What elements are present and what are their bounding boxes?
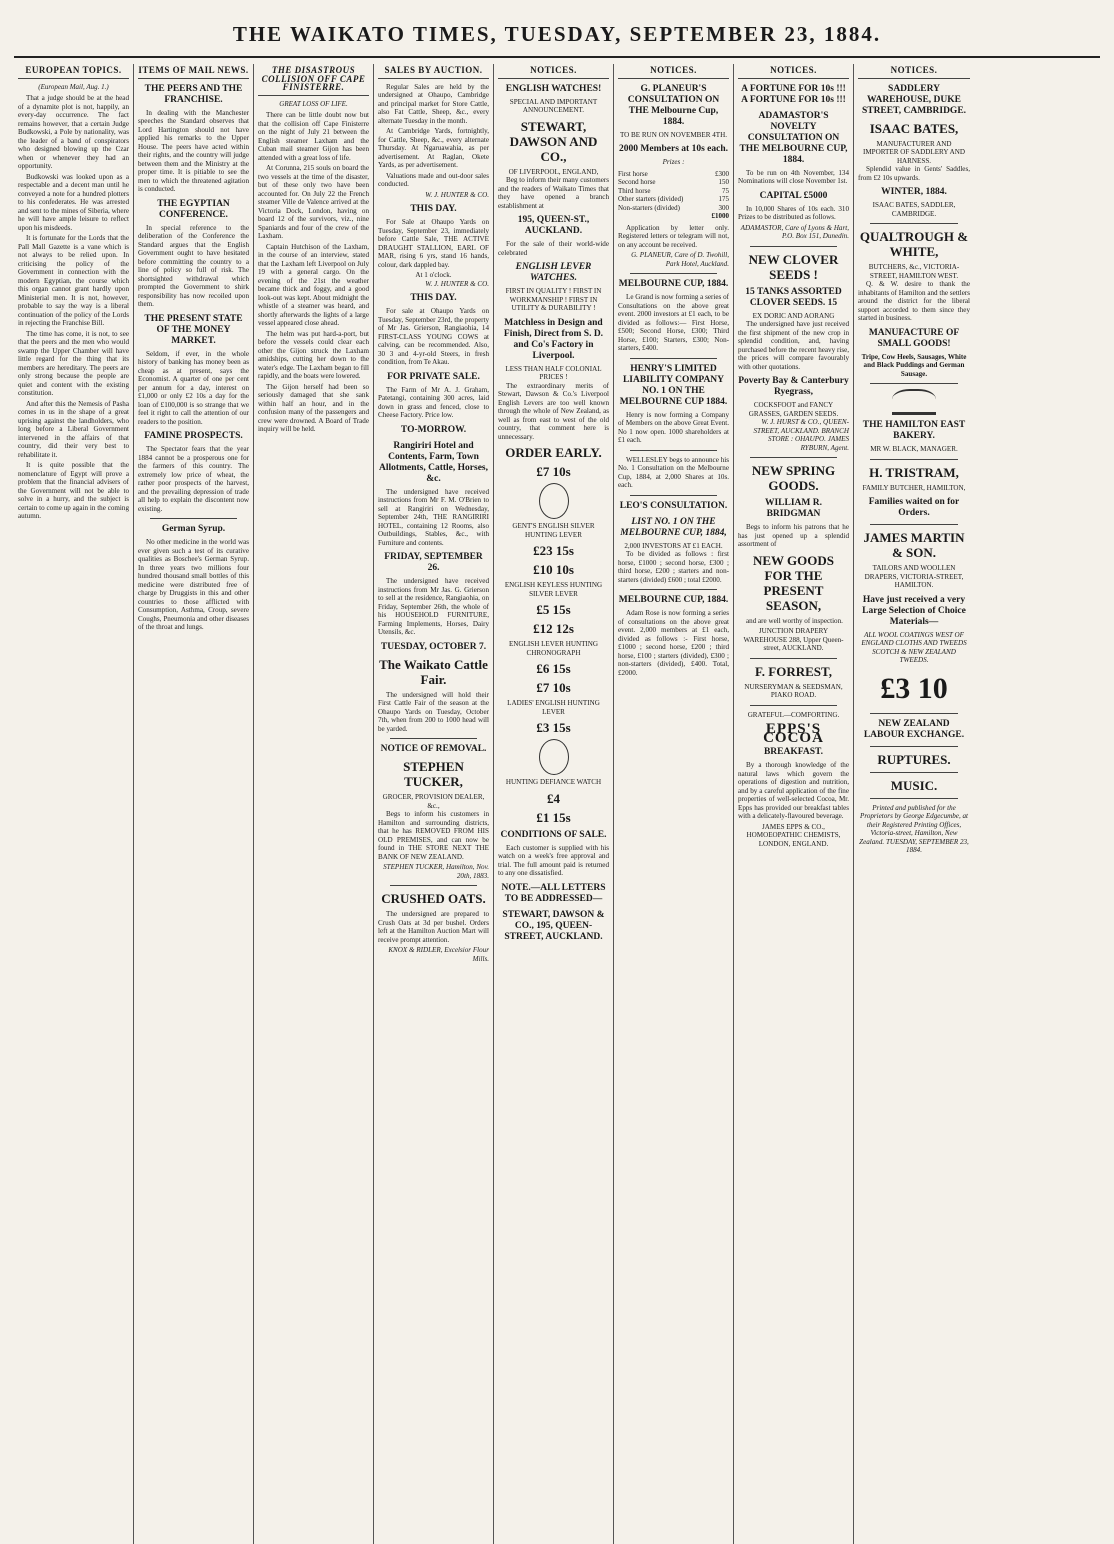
divider: [870, 223, 958, 224]
ad-signature: STEPHEN TUCKER, Hamilton, Nov. 20th, 1883.: [383, 863, 489, 880]
ad-heading: SADDLERY WAREHOUSE, DUKE STREET, CAMBRIDGE.: [861, 83, 967, 116]
ad-heading: 2000 Members at 10s each.: [619, 144, 728, 154]
article-paragraph: The Spectator fears that the year 1884 cannot be a prosperous one for the farmers of this country. The extremely low price of wheat, the rather poor prospects of the harvest, and the prevailing depression of trade all help to explain the discontent now existing.: [138, 445, 249, 513]
divider: [630, 495, 717, 496]
ad-text: Begs to inform his patrons that he has just opened up a splendid assortment of: [738, 523, 849, 548]
prize-name: Other starters (divided): [618, 195, 684, 203]
ad-heading: RUPTURES.: [877, 751, 951, 767]
ad-heading: THIS DAY.: [410, 204, 457, 214]
ad-text: Each customer is supplied with his watch on a week's free approval and trial. The full amount paid is returned to any one dissatisfied.: [498, 843, 609, 877]
ad-text: The Farm of Mr A. J. Graham, Patetangi, containing 300 acres, laid down in grass and fenced, close to Cheese Factory. Price low.: [378, 385, 489, 419]
ad-subheading: MR W. BLACK, MANAGER.: [870, 445, 958, 453]
article-paragraph: No other medicine in the world was ever given such a test of its curative qualities as Boschee's German Syrup. In three years two millions four hundred thousand small bottles of this medicine were distributed free of charge by Druggists in this and other countries to those afflicted with Consumption, Asthma, Croup, severe Coughs, Pneumonia and other diseases of the throat and lungs.: [138, 538, 249, 631]
imprint: Printed and published for the Proprietors by George Edgecumbe, at their Registered Printing Offices, Victoria-street, Hamilton, New Zealand. TUESDAY, SEPTEMBER 23, 1884.: [859, 803, 969, 854]
ad-heading: FOR PRIVATE SALE.: [387, 371, 480, 382]
ad-heading: MUSIC.: [890, 777, 938, 793]
column-heading: NOTICES.: [498, 64, 609, 79]
ad-heading: FRIDAY, SEPTEMBER 26.: [384, 552, 483, 573]
divider: [630, 358, 717, 359]
section-title: THE PRESENT STATE OF THE MONEY MARKET.: [144, 313, 243, 346]
ad-text: ALL WOOL COATINGS WEST OF ENGLAND CLOTHS AND TWEEDS SCOTCH & NEW ZEALAND TWEEDS.: [861, 630, 967, 664]
ad-heading: WILLIAM R. BRIDGMAN: [764, 498, 822, 519]
section-title: German Syrup.: [161, 524, 226, 534]
ad-address: JUNCTION DRAPERY WAREHOUSE 288, Upper Queen-street, AUCKLAND.: [743, 627, 844, 652]
column-watches: [494, 64, 614, 1544]
ad-text: The extraordinary merits of Stewart, Dawson & Co.'s Liverpool English Levers are too well known through the whole of New Zealand, as well as from east to west of the old country, that comment here is unnecessary.: [498, 381, 609, 441]
article-paragraph: It is fortunate for the Lords that the Pall Mall Gazette is a vane which is not always to be relied upon. In criticising the policy of the Government in connection with the modern Egyptian, the course which this organ cannot grant hardly upon Ministerial men. It is not, however, probable to say the way is a liberal continuation of the policy of the Lords in rejecting the Franchise Bill.: [18, 234, 129, 327]
ad-text: For sale at Ohaupo Yards on Tuesday, September 23rd, the property of Mr Jas. Grierson, Rangiaohia, 14 FIRST-CLASS YOUNG COWS at calving, can be recommended. Also, 30 3 and 4-yr-old Steers, in fresh condition, from Te Akau.: [378, 307, 489, 366]
price: £3 10: [880, 671, 948, 705]
ad-heading: TUESDAY, OCTOBER 7.: [380, 641, 487, 652]
ad-subheading: MANUFACTURER AND IMPORTER OF SADDLERY AND HARNESS.: [863, 139, 965, 165]
divider: [750, 457, 837, 458]
ad-text: Application by letter only. Registered letters or telegram will not, on any account be received.: [618, 223, 729, 249]
ad-heading: ORDER EARLY.: [505, 445, 602, 460]
prize-name: Third horse: [618, 186, 651, 195]
ad-subheading: FAMILY BUTCHER, HAMILTON,: [862, 483, 966, 492]
ad-heading: G. PLANEUR'S CONSULTATION ON THE Melbourne Cup, 1884.: [627, 83, 720, 127]
ad-heading: STEPHEN TUCKER,: [403, 759, 464, 789]
price: £23 15s: [533, 543, 574, 558]
ad-heading: A FORTUNE FOR 10s !!! A FORTUNE FOR 10s !!!: [741, 83, 846, 105]
ad-heading: THE HAMILTON EAST BAKERY.: [862, 420, 966, 441]
ad-heading: JAMES MARTIN & SON.: [863, 530, 965, 560]
ad-heading: NEW SPRING GOODS.: [751, 463, 836, 493]
price: £1 15s: [536, 809, 571, 825]
table-row: [618, 212, 729, 221]
source-note: (European Mail, Aug. 1.): [38, 82, 109, 91]
price: £3 15s: [536, 720, 571, 735]
column-heading: NOTICES.: [618, 64, 729, 79]
table-row: [618, 170, 729, 179]
divider: [870, 746, 958, 747]
column-mail-news: [134, 64, 254, 1544]
ad-heading: MELBOURNE CUP, 1884.: [618, 595, 729, 605]
bakery-hat-icon: [892, 389, 936, 415]
article-paragraph: There can be little doubt now but that the collision off Cape Finisterre on the night of July 21 between the English steamer Laxham and the Cuban mail steamer Gijon has been attended with a great loss of life.: [258, 111, 369, 162]
ad-address: STEWART, DAWSON & CO., 195, QUEEN-STREET, AUCKLAND.: [502, 909, 605, 942]
column-auctions: [374, 64, 494, 1544]
column-heading: THE DISASTROUS COLLISION OFF CAPE FINISTERRE.: [258, 64, 369, 96]
ad-signature: W. J. HURST & CO., QUEEN-STREET, AUCKLAND. BRANCH STORE : OHAUPO. JAMES RYBURN, Agent.: [753, 418, 849, 452]
ad-heading: Families waited on for Orders.: [868, 497, 960, 518]
pocket-watch-icon: [539, 739, 569, 775]
ad-text: For Sale at Ohaupo Yards on Tuesday, September 23, immediately before Cattle Sale, THE ACTIVE DRAUGHT STALLION, EARL OF MAR, rising 6 yrs, stand 16 hands, colour, dark dappled bay.: [378, 218, 489, 269]
ad-heading: F. FORREST,: [755, 663, 832, 679]
article-paragraph: At Corunna, 215 souls on board the two vessels at the time of the disaster, but of these only two have been accounted for. On July 22 the French steamer Ville de Valence arrived at the Victoria Dock, London, having on board 12 of the survivors, viz., nine Spaniards and four of the crew of the Laxham.: [258, 164, 369, 240]
ad-signature: JAMES EPPS & CO., HOMOEOPATHIC CHEMISTS, LONDON, ENGLAND.: [746, 822, 841, 848]
subheading: GREAT LOSS OF LIFE.: [279, 99, 348, 108]
ad-heading: Poverty Bay & Canterbury Ryegrass,: [738, 376, 849, 397]
divider: [750, 658, 837, 659]
prize-table: [618, 170, 729, 221]
column-consultations: [614, 64, 734, 1544]
ad-subheading: SPECIAL AND IMPORTANT ANNOUNCEMENT.: [509, 97, 598, 114]
price: £7 10s: [536, 464, 571, 479]
ad-text: The undersigned have received instructions from Mr F. M. O'Brien to sell at Rangiriri on Wednesday, September 24th, THE RANGIRIRI HOTEL, containing 12 Rooms, also Outbuildings, Stables, &c., with Furniture and contents.: [378, 487, 489, 547]
section-title: FAMINE PROSPECTS.: [144, 431, 243, 441]
ad-address: 195, QUEEN-ST., AUCKLAND.: [517, 215, 590, 236]
prize-value: 150: [718, 178, 729, 186]
article-paragraph: It is quite possible that the nomenclature of Egypt will prove a problem that the financial advisers of the Government will not be able to solve in a hurry, and the subject is certain to come up again in the coming autumn.: [18, 461, 129, 520]
ad-signature: ISAAC BATES, SADDLER, CAMBRIDGE.: [872, 201, 956, 218]
article-paragraph: The helm was put hard-a-port, but before the vessels could clear each other the Gijon struck the Laxham amidships, cutting her down to the water's edge. The Laxham began to fill rapidly, and the boats were lowered.: [258, 329, 369, 380]
ad-text: The undersigned have just received the first shipment of the new crop in splendid condition, and, having purchased before the recent heavy rise, the prices will compare favourably with other quotations.: [738, 320, 849, 371]
column-heading: SALES BY AUCTION.: [378, 64, 489, 79]
divider: [870, 798, 958, 799]
ad-signature: W. J. HUNTER & CO.: [425, 190, 489, 199]
table-row: [618, 195, 729, 204]
ad-text: The undersigned have received instructions from Mr Jas. G. Grierson to sell at the residence, Rangiaohia, on Friday, September 26th, the whole of his HOUSEHOLD FURNITURE, Farming Implements, Horses, Dairy Utensils, &c.: [378, 577, 489, 636]
ad-subheading: TO BE RUN ON NOVEMBER 4TH.: [619, 130, 728, 139]
column-heading: ITEMS OF MAIL NEWS.: [138, 64, 249, 79]
ad-text: Le Grand is now forming a series of Consultations on the above great event. 2000 investors at £1 each, to be divided as follows:— First Horse, £500; Second Horse, £300; Third Horse, £100; Starters, £300; Non-starters, £400.: [618, 293, 729, 352]
ad-heading: TO-MORROW.: [400, 424, 467, 435]
ad-heading: Matchless in Design and Finish, Direct from S. D. and Co's Factory in Liverpool.: [503, 317, 604, 361]
article-paragraph: And after this the Nemesis of Pasha comes in us in the shape of a great uprising against the landholders, who long before a Liberal Government intervened in the affairs of that country, did their very best to rehabilitate it.: [18, 399, 129, 459]
watch-description: GENT'S ENGLISH SILVER HUNTING LEVER: [512, 522, 595, 539]
article-paragraph: In dealing with the Manchester speeches the Standard observes that Lord Hartington should not have applied his remarks to the Upper House. The peers have acted within their rights, and the country will judge between them and the Ministry at the proper time. It is pitiable to see the men to which the threatened agitation is conducted.: [138, 108, 249, 193]
ad-heading: CONDITIONS OF SALE.: [500, 829, 607, 840]
ad-text: By a thorough knowledge of the natural laws which govern the operations of digestion and nutrition, and by a careful application of the fine properties of well-selected Cocoa, Mr. Epps has provided our breakfast tables with a delicately-flavoured beverage.: [738, 761, 849, 820]
prize-name: Second horse: [618, 178, 656, 186]
table-row: [618, 187, 729, 196]
ad-heading: LIST NO. 1 ON THE MELBOURNE CUP, 1884,: [620, 516, 727, 538]
ad-text: In 10,000 Shares of 10s each. 310 Prizes to be distributed as follows.: [738, 204, 849, 221]
ad-text: Begs to inform his customers in Hamilton and surrounding districts, that he has REMOVED FROM HIS OLD PREMISES, and can now be found in THE STORE NEXT THE BANK OF NEW ZEALAND.: [378, 810, 489, 861]
ad-heading: NEW GOODS FOR THE PRESENT SEASON,: [752, 552, 835, 613]
ad-text: The undersigned will hold their First Cattle Fair of the season at the Ohaupo Yards on Tuesday, October 7th, when from 200 to 1000 head will be yarded.: [378, 690, 489, 733]
watch-description: LADIES' ENGLISH HUNTING LEVER: [507, 699, 600, 716]
ad-signature: W. J. HUNTER & CO.: [425, 279, 489, 288]
ad-heading: HENRY'S LIMITED LIABILITY COMPANY NO. 1 ON THE MELBOURNE CUP 1884.: [619, 363, 728, 407]
ad-text: Q. & W. desire to thank the inhabitants of Hamilton and the settlers around the district for the liberal support accorded to them since they started in business.: [858, 280, 970, 322]
ad-text: Beg to inform their many customers and the readers of Waikato Times that they have opened a branch establishment at: [498, 176, 609, 210]
column-heading: EUROPEAN TOPICS.: [18, 64, 129, 79]
ad-heading: CRUSHED OATS.: [381, 891, 486, 906]
masthead-title: THE WAIKATO TIMES, TUESDAY, SEPTEMBER 23, 1884.: [14, 8, 1100, 58]
divider: [870, 713, 958, 714]
ad-text: WELLESLEY begs to announce his No. 1 Consultation on the Melbourne Cup, 1884, at 2,000 Shares at 10s. each.: [618, 455, 729, 489]
ad-subheading: EX DORIC AND AORANG: [752, 311, 835, 320]
prize-name: First horse: [618, 169, 648, 178]
ad-heading: BREAKFAST.: [763, 747, 824, 757]
article-paragraph: Seldom, if ever, in the whole history of banking has money been as cheap as at present, says the Economist. A quarter of one per cent per annum for a day, interest on £1,000 or only £2 10s a day for the loan of £100,000 is so strange that we feel it right to call the attention of our readers to the position.: [138, 349, 249, 426]
section-title: THE PEERS AND THE FRANCHISE.: [144, 83, 243, 105]
ad-text: Valuations made and out-door sales conducted.: [378, 171, 489, 188]
columns: [14, 64, 1100, 1544]
watch-description: ENGLISH LEVER HUNTING CHRONOGRAPH: [508, 640, 599, 657]
ad-text: Splendid value in Gents' Saddles, from £2 10s upwards.: [858, 165, 970, 182]
watch-description: HUNTING DEFIANCE WATCH: [505, 778, 602, 786]
column-heading: NOTICES.: [858, 64, 970, 79]
prize-total: £1000: [711, 212, 729, 220]
ad-heading: NOTICE OF REMOVAL.: [380, 744, 487, 754]
pocket-watch-icon: [539, 483, 569, 519]
ad-subheading: COCKSFOOT and FANCY GRASSES, GARDEN SEEDS.: [748, 401, 839, 418]
ad-text: and are well worthy of inspection.: [746, 616, 843, 625]
ad-heading: LEO'S CONSULTATION.: [619, 500, 728, 511]
prize-value: 300: [718, 203, 729, 212]
divider: [630, 450, 717, 451]
table-row: [618, 178, 729, 187]
article-paragraph: The time has come, it is not, to see that the peers and the men who would swamp the Upper Chamber will have little regard for the thing that its members are hereditary. The peers are only strong because the people are quiet and content with the existing constitution.: [18, 329, 129, 397]
ad-signature: ADAMASTOR, Care of Lyons & Hart, P.O. Box 151, Dunedin.: [740, 223, 849, 240]
article-paragraph: That a judge should be at the head of a dynamite plot is not, happily, an every-day occurrence. The fact remains however, that a certain Judge Budkowski, a Pole by nationality, was the leader of a band of conspirators who designed blowing up the Czar when or whenever they had an opportunity.: [18, 94, 129, 170]
ad-subheading: OF LIVERPOOL, ENGLAND,: [508, 167, 599, 176]
ad-heading: NOTE.—ALL LETTERS TO BE ADDRESSED—: [501, 882, 606, 904]
ad-heading: THIS DAY.: [410, 293, 457, 303]
ad-text: To be divided as follows : first horse, £1000 ; second horse, £300 ; third horse, £200 ; starters and non-starters (divided) £600 ; total £2000.: [618, 550, 729, 584]
divider: [750, 246, 837, 247]
ad-heading: CAPITAL £5000: [759, 190, 828, 201]
divider: [630, 589, 717, 590]
price: £6 15s: [536, 661, 571, 676]
prize-value: 75: [722, 186, 729, 195]
price: £5 15s: [536, 602, 571, 617]
ad-signature: KNOX & RIDLER, Excelsior Flour Mills.: [388, 946, 489, 963]
ad-heading: MANUFACTURE OF SMALL GOODS!: [868, 327, 960, 349]
prizes-heading: Prizes :: [662, 158, 685, 166]
ad-text: The undersigned are prepared to Crush Oats at 3d per bushel. Orders left at the Hamilton Auction Mart will receive prompt attention.: [378, 910, 489, 944]
ad-subheading: TAILORS AND WOOLLEN DRAPERS, VICTORIA-STREET, HAMILTON.: [864, 564, 964, 589]
column-notices-2: [734, 64, 854, 1544]
ad-heading: NEW ZEALAND LABOUR EXCHANGE.: [863, 718, 965, 740]
article-paragraph: In special reference to the deliberation of the Conference the Standard argues that the English Government ought to have hesitated before committing the country to a line of policy so full of risk. The shortsighted withdrawal which prompted the Government to shirk responsibility has now recoiled upon them.: [138, 223, 249, 308]
ad-heading: WINTER, 1884.: [881, 187, 947, 197]
divider: [750, 705, 837, 706]
divider: [870, 524, 958, 525]
divider: [150, 518, 237, 519]
divider: [870, 383, 958, 384]
ad-heading: STEWART, DAWSON AND CO.,: [509, 118, 598, 164]
ad-subheading: GRATEFUL—COMFORTING.: [747, 710, 840, 719]
divider: [630, 273, 717, 274]
divider: [870, 459, 958, 460]
ad-text: Henry is now forming a Company of Members on the above Great Event. No 1 now open. 1000 shareholders at £1 each.: [618, 410, 729, 444]
ad-heading: ADAMASTOR'S NOVELTY CONSULTATION ON THE MELBOURNE CUP, 1884.: [739, 110, 848, 165]
ad-subheading: NURSERYMAN & SEEDSMAN, PIAKO ROAD.: [744, 682, 843, 699]
prize-value: 175: [718, 195, 729, 203]
article-paragraph: Budkowski was looked upon as a respectable and a decent man until he conveyed a note for a hundred plotters to his confederates. He was arrested and sent to the mines of Siberia, where he will have ample leisure to reflect upon his misdeeds.: [18, 172, 129, 232]
ad-text: For the sale of their world-wide celebrated: [498, 240, 609, 257]
article-paragraph: Captain Hutchison of the Laxham, in the course of an interview, stated that the Laxham left Liverpool on July 19 with a general cargo. On the evening of the 21st the weather became thick and foggy, and a good look-out was kept. About midnight the whistle of a steamer was heard, and shortly afterwards the lights of a large vessel appeared close ahead.: [258, 242, 369, 327]
price: £10 10s: [533, 562, 574, 577]
ad-text: At Cambridge Yards, fortnightly, for Cattle, Sheep, &c., every alternate Thursday. At Ngaruawahia, as per advertisement. At Raglan, Okete Yards, as per advertisement.: [378, 127, 489, 169]
ad-heading: 15 TANKS ASSORTED CLOVER SEEDS. 15: [745, 286, 842, 308]
ad-text: Regular Sales are held by the undersigned at Ohaupo, Cambridge and principal market for Store Cattle, also Fat Cattle, Sheep, &c., every alternate Tuesday in the month.: [378, 82, 489, 125]
ad-text: To be run on 4th November, 134 Nominations will close November 1st.: [738, 168, 849, 185]
ad-heading: Rangiriri Hotel and Contents, Farm, Town Allotments, Cattle, Horses, &c.: [379, 440, 488, 484]
ad-heading: NEW CLOVER SEEDS !: [748, 251, 839, 282]
ad-text: Tripe, Cow Heels, Sausages, White and Black Puddings and German Sausage.: [861, 352, 967, 378]
column-notices-3: [854, 64, 974, 1544]
watch-description: ENGLISH KEYLESS HUNTING SILVER LEVER: [504, 581, 603, 598]
prize-name: Non-starters (divided): [618, 203, 681, 212]
ad-heading: H. TRISTRAM,: [869, 464, 959, 480]
article-paragraph: The Gijon herself had been so seriously damaged that she sank within half an hour, and in the confusion many of the passengers and crew were drowned. A Board of Trade inquiry will be held.: [258, 382, 369, 433]
ad-heading: ISAAC BATES,: [869, 120, 959, 136]
ad-subheading: GROCER, PROVISION DEALER, &c.,: [382, 793, 485, 810]
table-row: [618, 204, 729, 213]
ad-text: Adam Rose is now forming a series of consultations on the above great event. 2,000 members at £1 each, divided as follows :- First horse, £1000 ; second horse, £200 ; third horse, £100 ; starters (divided), £300 ; non-starters (divided), £400. Total, £2000.: [618, 609, 729, 677]
prize-value: £300: [715, 169, 729, 178]
price: £12 12s: [533, 621, 574, 636]
divider: [870, 772, 958, 773]
ad-subheading: BUTCHERS, &c., VICTORIA-STREET, HAMILTON WEST.: [868, 263, 960, 280]
ad-text: LESS THAN HALF COLONIAL PRICES !: [505, 364, 602, 381]
ad-time: At 1 o'clock.: [415, 271, 452, 279]
ad-subheading: 2,000 INVESTORS AT £1 EACH.: [624, 541, 723, 550]
ad-heading: The Waikato Cattle Fair.: [379, 656, 488, 687]
ad-heading: QUALTROUGH & WHITE,: [859, 229, 969, 259]
ad-heading: EPPS'S COCOA: [763, 721, 824, 746]
column-heading: NOTICES.: [738, 64, 849, 79]
divider: [390, 738, 477, 739]
ad-text: Have just received a very Large Selection of Choice Materials—: [862, 594, 966, 627]
price: £4: [547, 790, 560, 806]
ad-text: FIRST IN QUALITY ! FIRST IN WORKMANSHIP ! FIRST IN UTILITY & DURABILITY !: [505, 287, 602, 312]
ad-signature: G. PLANEUR, Care of D. Twohill, Park Hotel, Auckland.: [631, 251, 729, 268]
column-european-topics: [14, 64, 134, 1544]
ad-heading: ENGLISH LEVER WATCHES.: [515, 262, 592, 283]
divider: [390, 885, 477, 886]
section-title: THE EGYPTIAN CONFERENCE.: [157, 198, 230, 220]
ad-heading: MELBOURNE CUP, 1884.: [618, 279, 729, 289]
ad-heading: ENGLISH WATCHES!: [505, 83, 602, 94]
column-collision: [254, 64, 374, 1544]
price: £7 10s: [536, 680, 571, 695]
